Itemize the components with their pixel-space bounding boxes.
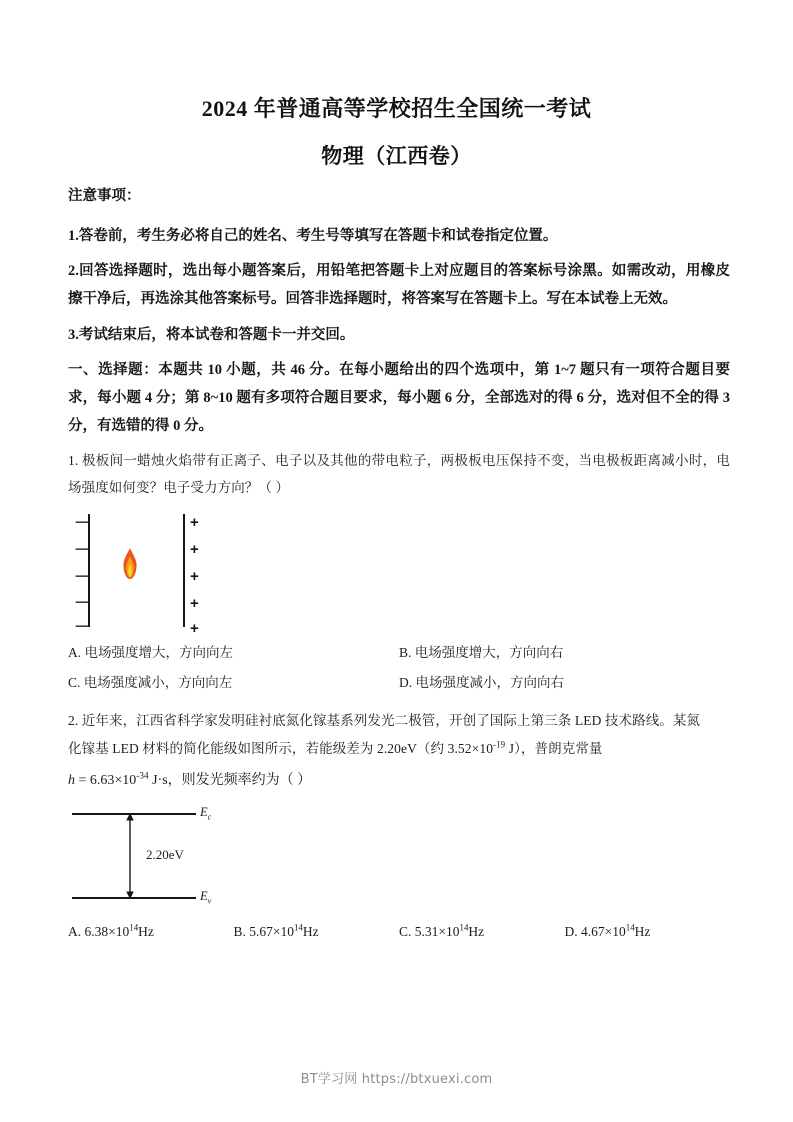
question-2-option-b-exponent: 14 xyxy=(294,922,303,933)
notice-heading: 注意事项： xyxy=(68,188,141,204)
question-2-stem-line-1: 2. 近年来，江西省科学家发明硅衬底氮化镓基系列发光二极管，开创了国际上第三条 LED 技术路线。某氮 xyxy=(68,713,701,729)
page-title: 2024 年普通高等学校招生全国统一考试 xyxy=(201,96,592,121)
question-1-options-row-1 xyxy=(68,638,730,668)
negative-charge-symbol: － xyxy=(74,568,91,586)
question-2-stem-text-a: 化镓基 LED 材料的简化能级如图所示，若能级差为 2.20eV（约 3.52×10 xyxy=(68,741,494,756)
candle-flame-icon xyxy=(120,548,140,580)
planck-exponent: -34 xyxy=(136,770,149,781)
valence-band-label-base: E xyxy=(200,888,208,903)
capacitor-right-plate xyxy=(183,514,185,627)
conduction-band-label-base: E xyxy=(200,804,208,819)
question-2-stem-line-2 xyxy=(68,735,730,763)
negative-charge-symbol: － xyxy=(74,618,91,636)
negative-charge-symbol: － xyxy=(74,541,91,559)
question-1-option-b[interactable]: B. 电场强度增大，方向向右 xyxy=(399,644,564,660)
question-1-options-row-2 xyxy=(68,668,730,698)
question-2-option-c-mantissa: 5.31×10 xyxy=(414,923,460,939)
question-2-option-b[interactable] xyxy=(234,917,400,947)
conduction-band-label-sub: c xyxy=(207,812,212,822)
positive-charge-symbol: + xyxy=(190,567,199,585)
question-2-option-d-exponent: 14 xyxy=(625,922,635,933)
notice-item-3: 3.考试结束后，将本试卷和答题卡一并交回。 xyxy=(68,326,355,343)
question-2-option-a-mantissa: 6.38×10 xyxy=(84,923,130,939)
question-2-option-a-unit: Hz xyxy=(138,923,154,939)
question-2-option-c-exponent: 14 xyxy=(459,922,469,933)
page-subtitle: 物理（江西卷） xyxy=(321,144,472,169)
valence-band-label-sub: v xyxy=(207,896,212,906)
document-title-block xyxy=(0,96,793,170)
figure-energy-level-diagram xyxy=(68,799,730,917)
question-2-option-c-letter: C. xyxy=(399,923,412,939)
question-1-option-a[interactable]: A. 电场强度增大，方向向左 xyxy=(68,644,233,660)
question-2-option-a[interactable] xyxy=(68,917,234,947)
energy-gap-value: 2.20eV xyxy=(146,846,184,862)
positive-charge-symbol: + xyxy=(190,594,199,612)
question-1-stem: 1. 极板间一蜡烛火焰带有正离子、电子以及其他的带电粒子，两极板电压保持不变，当电极板距离减小时，电场强度如何变？电子受力方向？（ ） xyxy=(68,452,730,496)
question-2-stem-text-b: J），普朗克常量 xyxy=(505,741,603,756)
question-2-energy-exponent: -19 xyxy=(493,739,506,750)
question-2-option-b-unit: Hz xyxy=(302,923,319,939)
question-2-option-b-mantissa: 5.67×10 xyxy=(249,923,295,939)
positive-charge-symbol: + xyxy=(190,513,199,531)
question-2-option-c-unit: Hz xyxy=(468,923,485,939)
planck-value: = 6.63×10 xyxy=(75,772,137,788)
negative-charge-symbol: － xyxy=(74,594,91,612)
question-2-option-d-unit: Hz xyxy=(634,923,651,939)
question-2-option-c[interactable] xyxy=(399,917,565,947)
question-1-option-c[interactable]: C. 电场强度减小，方向向左 xyxy=(68,674,233,690)
positive-charge-symbol: + xyxy=(190,540,199,558)
question-1-option-d[interactable]: D. 电场强度减小，方向向右 xyxy=(399,674,564,690)
section-heading-choice: 一、选择题：本题共 10 小题，共 46 分。在每小题给出的四个选项中，第 1~7 题只有一项符合题目要求，每小题 4 分；第 8~10 题有多项符合题目要求，每小题 6 分，全部选对的得 6 分，选对但不全的得 3 分，有选错的得 0 分。 xyxy=(68,361,730,435)
question-2-option-a-letter: A. xyxy=(68,923,82,939)
question-2-option-d-mantissa: 4.67×10 xyxy=(581,923,626,939)
document-body xyxy=(68,186,730,946)
conduction-band-label xyxy=(200,805,211,820)
valence-band-label xyxy=(200,889,211,904)
question-2-stem-tail: ，则发光频率约为（ ） xyxy=(167,772,312,788)
planck-unit: J·s xyxy=(148,772,168,788)
energy-gap-arrow-icon xyxy=(124,813,136,899)
question-2-options-row xyxy=(68,917,730,947)
notice-item-1: 1.答卷前，考生务必将自己的姓名、考生号等填写在答题卡和试卷指定位置。 xyxy=(68,227,558,244)
question-2-option-b-letter: B. xyxy=(233,923,246,939)
question-2-planck-formula xyxy=(68,767,730,795)
notice-item-2: 2.回答选择题时，选出每小题答案后，用铅笔把答题卡上对应题目的答案标号涂黑。如需改动，用橡皮擦干净后，再选涂其他答案标号。回答非选择题时，将答案写在答题卡上。写在本试卷上无效。 xyxy=(68,263,730,308)
question-2-option-d[interactable] xyxy=(565,917,731,947)
footer-watermark: BT学习网 https://btxuexi.com xyxy=(300,1072,493,1087)
negative-charge-symbol: － xyxy=(74,514,91,532)
question-2-option-a-exponent: 14 xyxy=(129,922,139,933)
positive-charge-symbol: + xyxy=(190,619,199,637)
question-2-option-d-letter: D. xyxy=(564,923,578,939)
planck-constant-symbol: h xyxy=(68,772,75,788)
figure-parallel-plate-capacitor xyxy=(68,508,730,636)
